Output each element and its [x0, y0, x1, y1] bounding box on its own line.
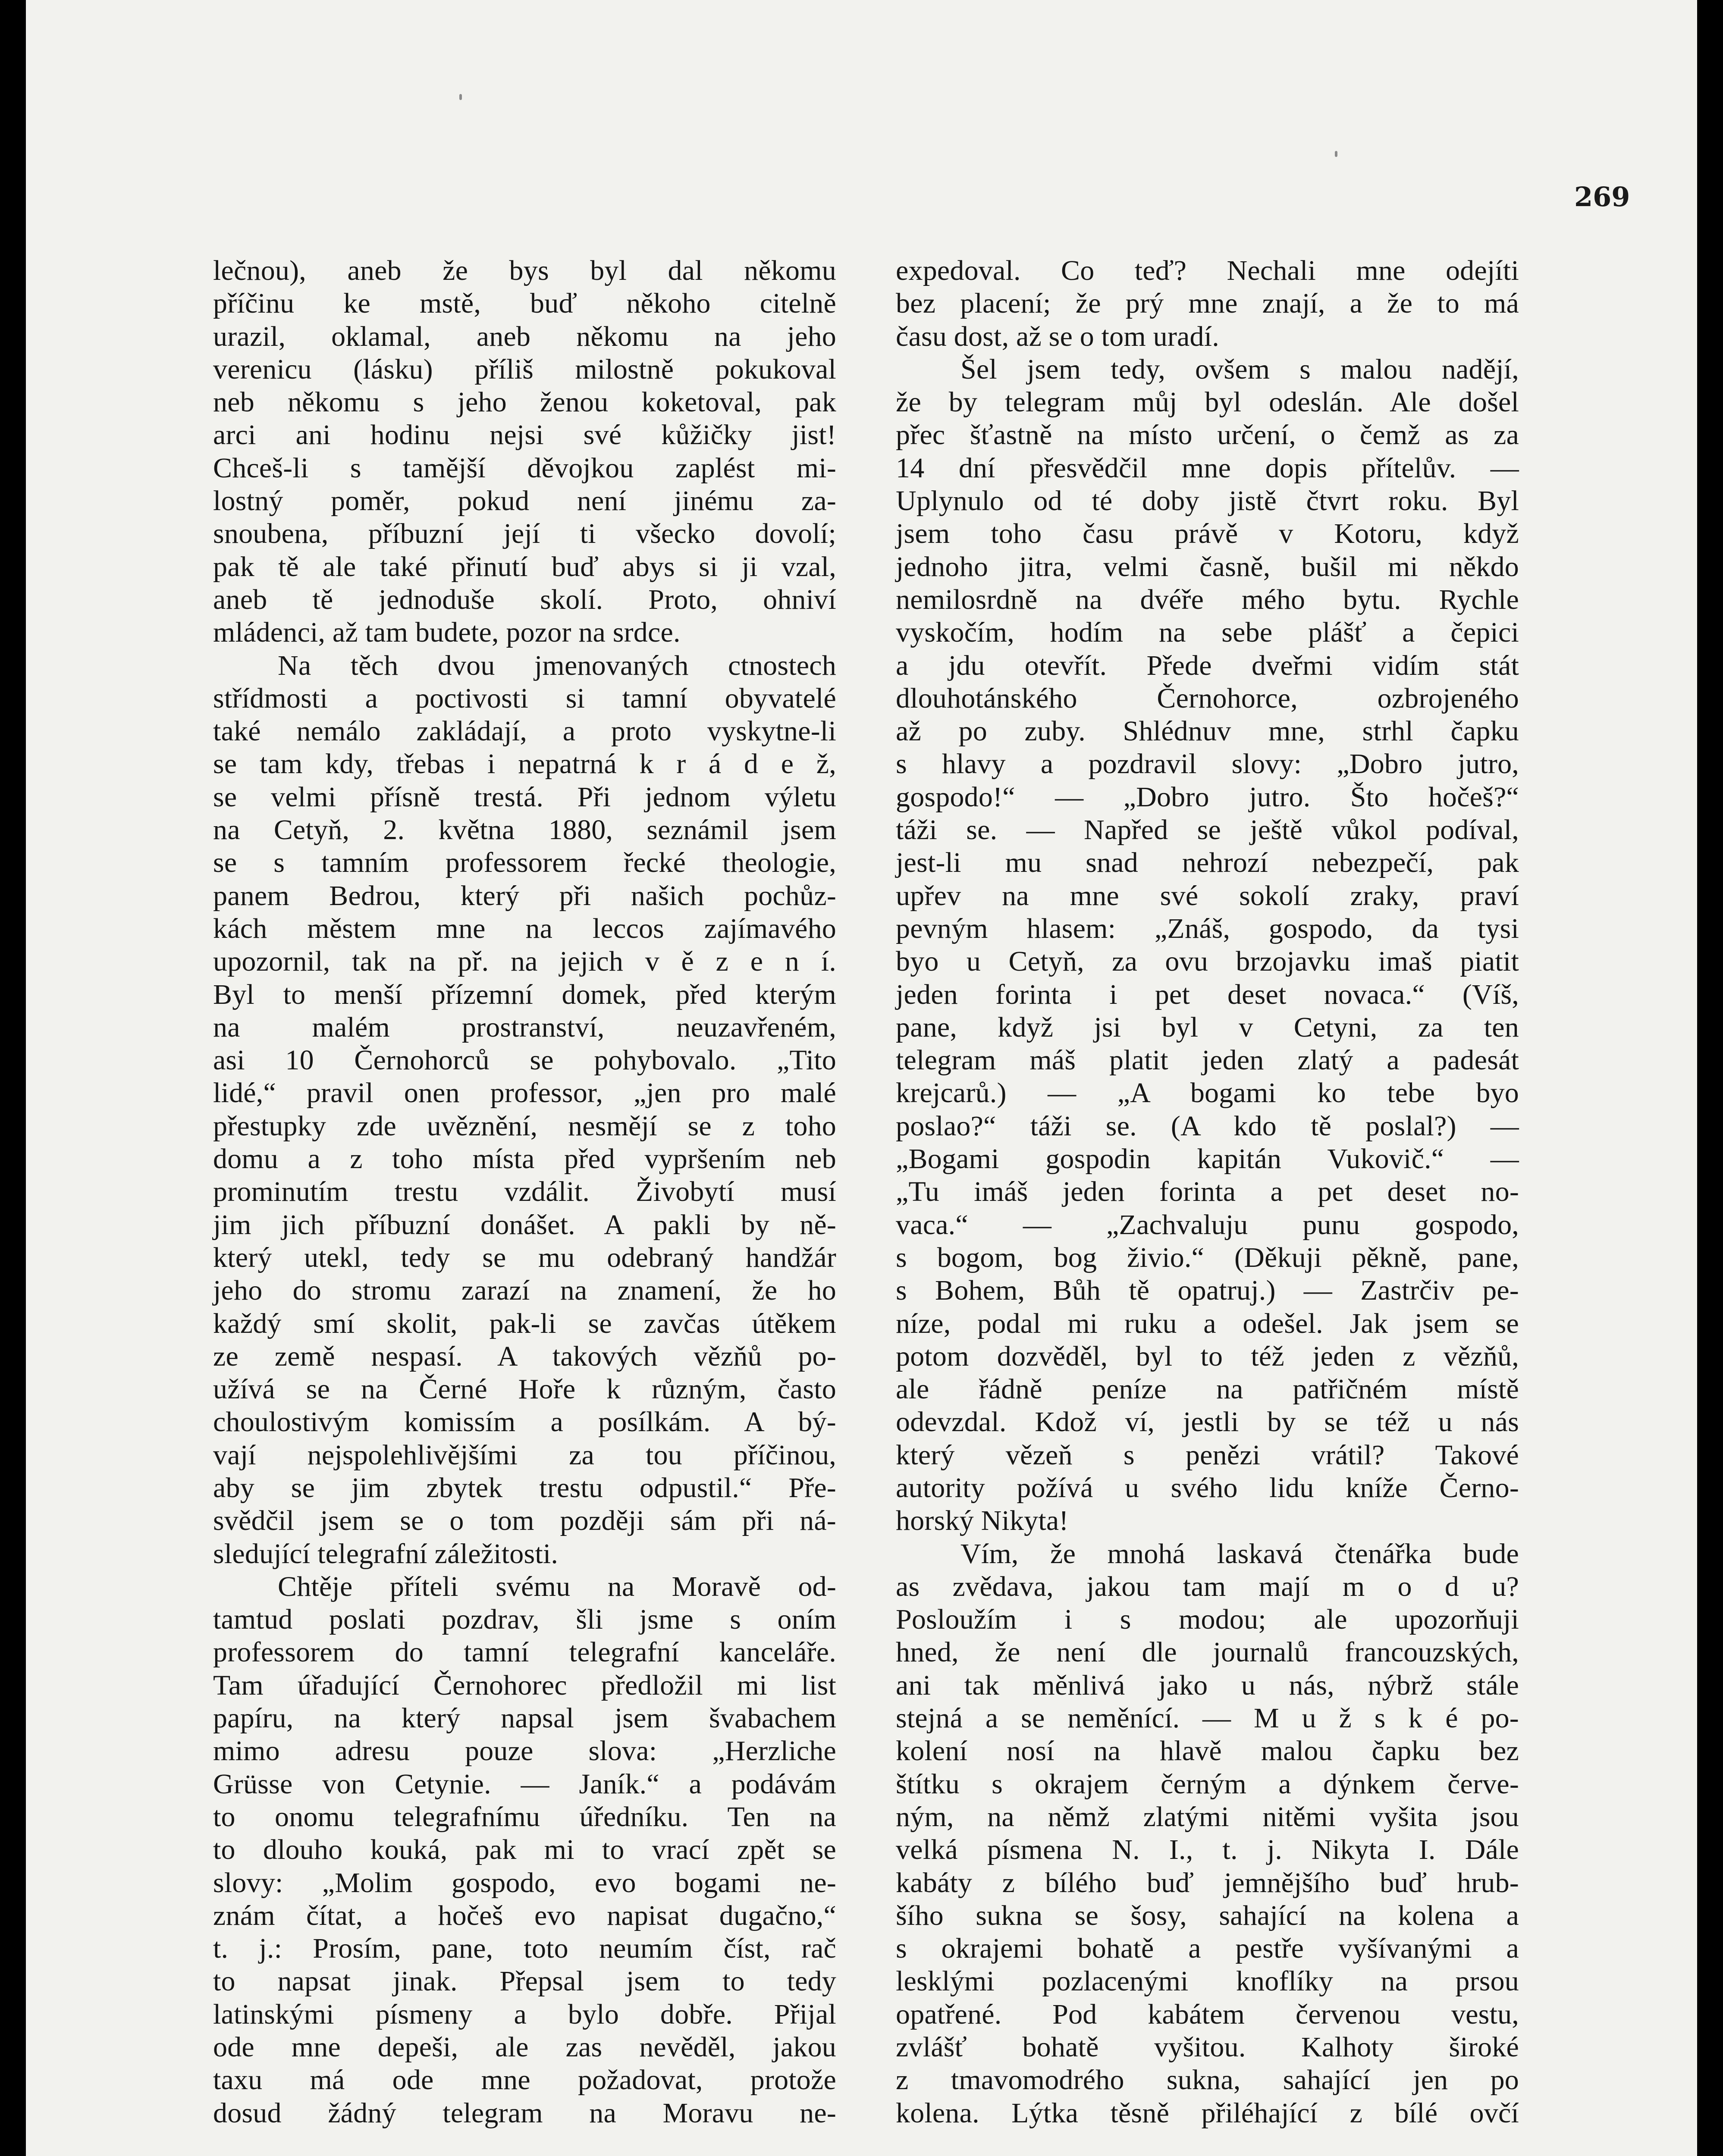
text-line: opatřené. Pod kabátem červenou vestu, [896, 1998, 1519, 2030]
text-line: kabáty z bílého buď jemnějšího buď hrub- [896, 1867, 1519, 1899]
book-page [26, 0, 1697, 2156]
text-line: ze země nespasí. A takových vězňů po- [213, 1340, 836, 1372]
text-line: kolena. Lýtka těsně přiléhající z bílé ovčí [896, 2097, 1519, 2129]
text-line: šího sukna se šosy, sahající na kolena a [896, 1899, 1519, 1931]
text-line: arci ani hodinu nejsi své kůžičky jist! [213, 419, 836, 451]
text-line: až po zuby. Shlédnuv mne, strhl čapku [896, 715, 1519, 747]
text-line: na Cetyň, 2. května 1880, seznámil jsem [213, 814, 836, 846]
text-line: štítku s okrajem černým a dýnkem červe- [896, 1768, 1519, 1800]
text-line: asi 10 Černohorců se pohybovalo. „Tito [213, 1044, 836, 1076]
text-line: t. j.: Prosím, pane, toto neumím číst, rač [213, 1933, 836, 1965]
text-line: to napsat jinak. Přepsal jsem to tedy [213, 1965, 836, 1997]
text-line: snoubena, příbuzní její ti všecko dovolí; [213, 518, 836, 550]
text-line: Na těch dvou jmenovaných ctnostech [278, 649, 836, 681]
text-line: ale řádně peníze na patřičném místě [896, 1373, 1519, 1405]
text-line: přestupky zde uvěznění, nesmějí se z toho [213, 1110, 836, 1142]
text-line: vají nejspolehlivějšími za tou příčinou, [213, 1439, 836, 1471]
text-line: Tam úřadující Černohorec předložil mi list [213, 1669, 836, 1701]
text-line: také nemálo zakládají, a proto vyskytne-li [213, 715, 836, 747]
text-line: urazil, oklamal, aneb někomu na jeho [213, 320, 836, 352]
text-line: s Bohem, Bůh tě opatruj.) — Zastrčiv pe- [896, 1275, 1519, 1307]
text-line: byo u Cetyň, za ovu brzojavku imaš piatit [896, 946, 1519, 978]
text-line: táži se. — Napřed se ještě vůkol podíval, [896, 814, 1519, 846]
text-line: času dost, až se o tom uradí. [896, 320, 1219, 352]
text-line: jsem toho času právě v Kotoru, když [896, 518, 1519, 550]
text-line: ode mne depeši, ale zas nevěděl, jakou [213, 2031, 836, 2063]
text-line: bez placení; že prý mne znají, a že to má [896, 288, 1519, 320]
text-line: Chceš-li s tamější děvojkou zaplést mi- [213, 452, 836, 484]
text-line: a jdu otevřít. Přede dveřmi vidím stát [896, 649, 1519, 681]
text-line: pane, když jsi byl v Cetyni, za ten [896, 1011, 1519, 1043]
ink-speck [1335, 151, 1337, 157]
text-line: mimo adresu pouze slova: „Herzliche [213, 1735, 836, 1767]
text-line: se velmi přísně trestá. Při jednom výletu [213, 781, 836, 813]
text-line: nemilosrdně na dvéře mého bytu. Rychle [896, 583, 1519, 615]
text-line: vyskočím, hodím na sebe plášť a čepici [896, 617, 1519, 649]
right-text-column [896, 254, 1519, 2130]
text-line: se s tamním professorem řecké theologie, [213, 847, 836, 879]
text-line: střídmosti a poctivosti si tamní obyvatelé [213, 682, 836, 714]
text-line: jest-li mu snad nehrozí nebezpečí, pak [896, 847, 1519, 879]
text-line: pevným hlasem: „Znáš, gospodo, da tysi [896, 912, 1519, 944]
text-line: potom dozvěděl, byl to též jeden z vězňů, [896, 1340, 1519, 1372]
text-line: vaca.“ — „Zachvaluju punu gospodo, [896, 1209, 1519, 1241]
text-line: zvlášť bohatě vyšitou. Kalhoty široké [896, 2031, 1519, 2063]
text-line: přec šťastně na místo určení, o čemž as za [896, 419, 1519, 451]
text-line: autority požívá u svého lidu kníže Černo- [896, 1472, 1519, 1504]
text-line: Šel jsem tedy, ovšem s malou nadějí, [960, 353, 1519, 385]
text-line: na malém prostranství, neuzavřeném, [213, 1011, 836, 1043]
text-line: kách městem mne na leccos zajímavého [213, 912, 836, 944]
text-line: as zvědava, jakou tam mají m o d u? [896, 1570, 1519, 1602]
text-line: ani tak měnlivá jako u nás, nýbrž stále [896, 1669, 1519, 1701]
ink-speck [459, 94, 462, 100]
text-line: mládenci, až tam budete, pozor na srdce. [213, 617, 681, 649]
text-line: stejná a se neměnící. — M u ž s k é po- [896, 1702, 1519, 1734]
text-line: „Tu imáš jeden forinta a pet deset no- [896, 1176, 1519, 1208]
text-line: Byl to menší přízemní domek, před kterým [213, 978, 836, 1010]
text-line: kolení nosí na hlavě malou čapku bez [896, 1735, 1519, 1767]
text-line: odevzdal. Kdož ví, jestli by se též u nás [896, 1406, 1519, 1438]
text-line: velká písmena N. I., t. j. Nikyta I. Dále [896, 1834, 1519, 1866]
text-line: svědčil jsem se o tom později sám při ná- [213, 1505, 836, 1537]
text-line: expedoval. Co teď? Nechali mne odejíti [896, 255, 1519, 286]
text-line: každý smí skolit, pak-li se zavčas útěkem [213, 1307, 836, 1339]
text-line: jednoho jitra, velmi časně, bušil mi někdo [896, 551, 1519, 583]
text-line: telegram máš platit jeden zlatý a padesát [896, 1044, 1519, 1076]
text-line: gospodo!“ — „Dobro jutro. Što hočeš?“ [896, 781, 1519, 813]
page-number: 269 [1574, 181, 1630, 213]
text-line: tamtud poslati pozdrav, šli jsme s oním [213, 1604, 836, 1636]
text-line: 14 dní přesvědčil mne dopis přítelův. — [896, 452, 1519, 484]
text-line: sledující telegrafní záležitosti. [213, 1538, 559, 1570]
text-line: že by telegram můj byl odeslán. Ale došel [896, 386, 1519, 418]
text-line: níze, podal mi ruku a odešel. Jak jsem se [896, 1307, 1519, 1339]
text-line: lidé,“ pravil onen professor, „jen pro malé [213, 1077, 836, 1109]
text-line: verenicu (lásku) příliš milostně pokukoval [213, 353, 836, 385]
text-line: to onomu telegrafnímu úředníku. Ten na [213, 1801, 836, 1833]
text-line: Vím, že mnohá laskavá čtenářka bude [960, 1538, 1519, 1570]
text-line: slovy: „Molim gospodo, evo bogami ne- [213, 1867, 836, 1899]
text-line: jeden forinta i pet deset novaca.“ (Víš, [896, 978, 1519, 1010]
text-line: který vězeň s penězi vrátil? Takové [896, 1439, 1519, 1471]
text-line: užívá se na Černé Hoře k různým, často [213, 1373, 836, 1405]
text-line: krejcarů.) — „A bogami ko tebe byo [896, 1077, 1519, 1109]
text-line: taxu má ode mne požadovat, protože [213, 2064, 836, 2096]
text-line: aneb tě jednoduše skolí. Proto, ohniví [213, 583, 836, 615]
text-line: „Bogami gospodin kapitán Vukovič.“ — [896, 1143, 1519, 1175]
text-line: papíru, na který napsal jsem švabachem [213, 1702, 836, 1734]
text-line: upřev na mne své sokolí zraky, praví [896, 880, 1519, 912]
text-line: pak tě ale také přinutí buď abys si ji vzal, [213, 551, 836, 583]
left-text-column [213, 254, 836, 2130]
text-line: choulostivým komissím a posílkám. A bý- [213, 1406, 836, 1438]
text-line: neb někomu s jeho ženou koketoval, pak [213, 386, 836, 418]
text-line: professorem do tamní telegrafní kanceláře. [213, 1636, 836, 1668]
text-line: poslao?“ táži se. (A kdo tě poslal?) — [896, 1110, 1519, 1142]
text-line: jim jich příbuzní donášet. A pakli by ně- [213, 1209, 836, 1241]
text-line: Posloužím i s modou; ale upozorňuji [896, 1604, 1519, 1636]
text-line: hned, že není dle journalů francouzských, [896, 1636, 1519, 1668]
text-line: Chtěje příteli svému na Moravě od- [278, 1570, 836, 1602]
text-line: s okrajemi bohatě a pestře vyšívanými a [896, 1933, 1519, 1965]
text-line: s hlavy a pozdravil slovy: „Dobro jutro, [896, 748, 1519, 780]
text-line: lečnou), aneb že bys byl dal někomu [213, 255, 836, 286]
text-line: prominutím trestu vzdálit. Živobytí musí [213, 1176, 836, 1208]
text-line: s bogom, bog živio.“ (Děkuji pěkně, pane, [896, 1241, 1519, 1273]
text-line: Grüsse von Cetynie. — Janík.“ a podávám [213, 1768, 836, 1800]
text-line: Uplynulo od té doby jistě čtvrt roku. Byl [896, 485, 1519, 517]
text-line: jeho do stromu zarazí na znamení, že ho [213, 1275, 836, 1307]
text-line: znám čítat, a hočeš evo napisat dugačno,“ [213, 1899, 836, 1931]
text-line: dosud žádný telegram na Moravu ne- [213, 2097, 836, 2129]
text-line: který utekl, tedy se mu odebraný handžár [213, 1241, 836, 1273]
text-line: příčinu ke mstě, buď někoho citelně [213, 288, 836, 320]
text-line: lostný poměr, pokud není jinému za- [213, 485, 836, 517]
text-line: domu a z toho místa před vypršením neb [213, 1143, 836, 1175]
text-line: dlouhotánského Černohorce, ozbrojeného [896, 682, 1519, 714]
text-line: upozornil, tak na př. na jejich v ě z e n í. [213, 946, 836, 978]
text-line: aby se jim zbytek trestu odpustil.“ Pře- [213, 1472, 836, 1504]
text-line: z tmavomodrého sukna, sahající jen po [896, 2064, 1519, 2096]
text-line: lesklými pozlacenými knoflíky na prsou [896, 1965, 1519, 1997]
text-line: se tam kdy, třebas i nepatrná k r á d e ž, [213, 748, 836, 780]
text-line: to dlouho kouká, pak mi to vrací zpět se [213, 1834, 836, 1866]
text-line: ným, na němž zlatými nitěmi vyšita jsou [896, 1801, 1519, 1833]
text-line: latinskými písmeny a bylo dobře. Přijal [213, 1998, 836, 2030]
text-line: panem Bedrou, který při našich pochůz- [213, 880, 836, 912]
text-line: horský Nikyta! [896, 1505, 1069, 1537]
